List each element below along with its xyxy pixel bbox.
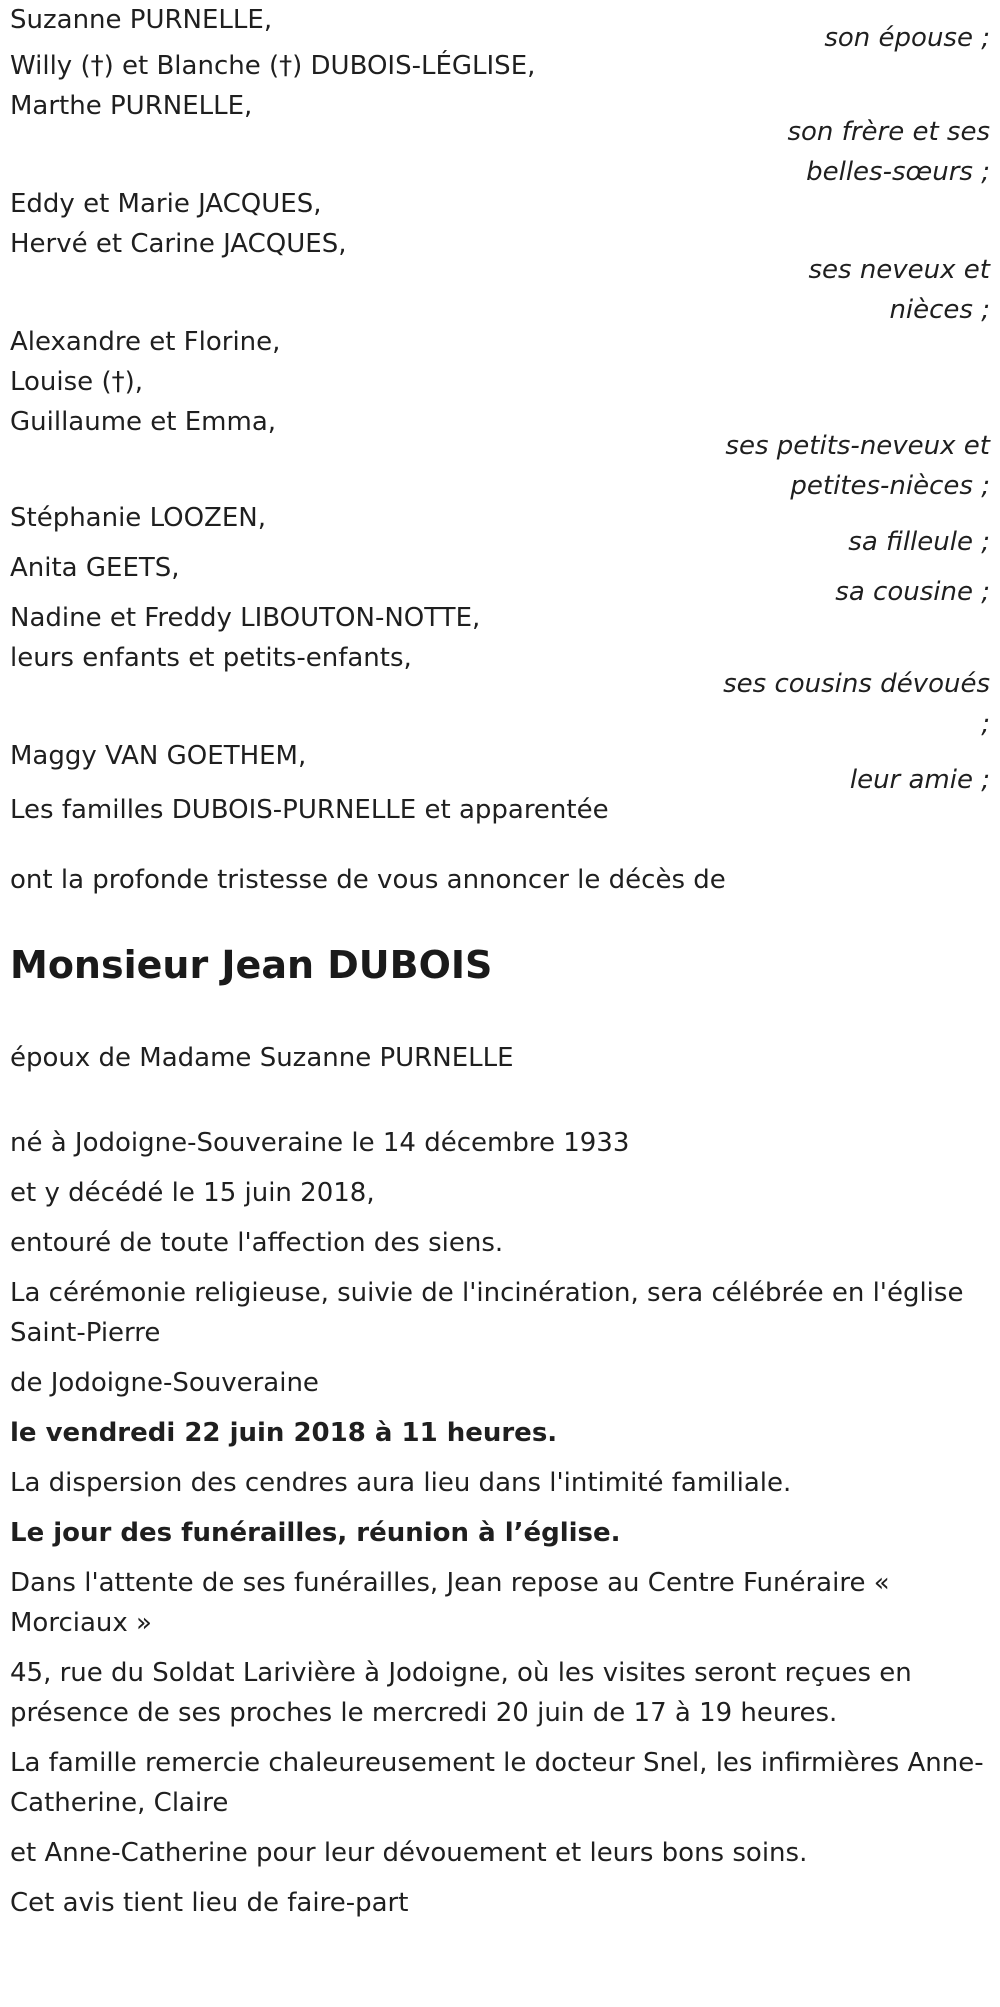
detail-paragraph: et y décédé le 15 juin 2018, bbox=[10, 1178, 375, 1208]
relation-line: petites-nièces ; bbox=[790, 471, 990, 501]
family-name-line: Guillaume et Emma, bbox=[10, 407, 277, 437]
relation-line: son épouse ; bbox=[824, 23, 990, 53]
relation-line: belles-sœurs ; bbox=[806, 157, 990, 187]
detail-paragraph: 45, rue du Soldat Larivière à Jodoigne, où les visites seront reçues en présence de ses proches le mercredi 20 juin de 17 à 19 heures. bbox=[10, 1658, 912, 1728]
family-names bbox=[10, 322, 1000, 442]
relation-line: nièces ; bbox=[889, 295, 990, 325]
funeral-meeting-note: Le jour des funérailles, réunion à l’église. bbox=[10, 1518, 621, 1548]
relation-line: sa cousine ; bbox=[835, 577, 990, 607]
family-name-line: Suzanne PURNELLE, bbox=[10, 5, 273, 35]
family-name-line: Alexandre et Florine, bbox=[10, 327, 281, 357]
obituary-details bbox=[10, 1123, 990, 1923]
detail-paragraph: La dispersion des cendres aura lieu dans l'intimité familiale. bbox=[10, 1468, 792, 1498]
detail-paragraph: Dans l'attente de ses funérailles, Jean repose au Centre Funéraire « Morciaux » bbox=[10, 1568, 890, 1638]
family-group bbox=[10, 46, 1000, 192]
family-name-line: Maggy VAN GOETHEM, bbox=[10, 741, 307, 771]
family-name-line: Hervé et Carine JACQUES, bbox=[10, 229, 347, 259]
ceremony-date: le vendredi 22 juin 2018 à 11 heures. bbox=[10, 1418, 558, 1448]
deceased-name: Monsieur Jean DUBOIS bbox=[10, 943, 493, 987]
family-name-line: Nadine et Freddy LIBOUTON-NOTTE, bbox=[10, 603, 481, 633]
detail-paragraph: entouré de toute l'affection des siens. bbox=[10, 1228, 504, 1258]
detail-paragraph: né à Jodoigne-Souveraine le 14 décembre 1933 bbox=[10, 1128, 630, 1158]
family-name-line: Louise (†), bbox=[10, 367, 143, 397]
family-name-line: Stéphanie LOOZEN, bbox=[10, 503, 267, 533]
detail-paragraph: La cérémonie religieuse, suivie de l'incinération, sera célébrée en l'église Saint-Pierre bbox=[10, 1278, 964, 1348]
relation-line: son frère et ses bbox=[787, 117, 990, 147]
relation-line: ses cousins dévoués bbox=[723, 669, 990, 699]
spouse-line: époux de Madame Suzanne PURNELLE bbox=[10, 1043, 514, 1073]
family-group bbox=[10, 322, 1000, 506]
detail-paragraph: et Anne-Catherine pour leur dévouement et leurs bons soins. bbox=[10, 1838, 808, 1868]
family-name-line: leurs enfants et petits-enfants, bbox=[10, 643, 412, 673]
family-name-line: Willy (†) et Blanche (†) DUBOIS-LÉGLISE, bbox=[10, 51, 536, 81]
detail-paragraph: de Jodoigne-Souveraine bbox=[10, 1368, 319, 1398]
family-group bbox=[10, 598, 1000, 744]
relation-line: sa filleule ; bbox=[848, 527, 990, 557]
relation-line: leur amie ; bbox=[849, 765, 990, 795]
families-line: Les familles DUBOIS-PURNELLE et apparentée bbox=[10, 795, 609, 825]
family-name-line: Eddy et Marie JACQUES, bbox=[10, 189, 322, 219]
relation-line: ses petits-neveux et bbox=[725, 431, 990, 461]
family-name-line: Anita GEETS, bbox=[10, 553, 180, 583]
detail-paragraph: Cet avis tient lieu de faire-part bbox=[10, 1888, 409, 1918]
family-group bbox=[10, 736, 1000, 800]
announcement-intro: ont la profonde tristesse de vous annoncer le décès de bbox=[10, 865, 726, 895]
detail-paragraph: La famille remercie chaleureusement le docteur Snel, les infirmières Anne-Catherine, Claire bbox=[10, 1748, 984, 1818]
family-group bbox=[10, 184, 1000, 330]
family-name-line: Marthe PURNELLE, bbox=[10, 91, 253, 121]
relation-line: ses neveux et bbox=[808, 255, 990, 285]
relation-line: ; bbox=[981, 709, 990, 739]
